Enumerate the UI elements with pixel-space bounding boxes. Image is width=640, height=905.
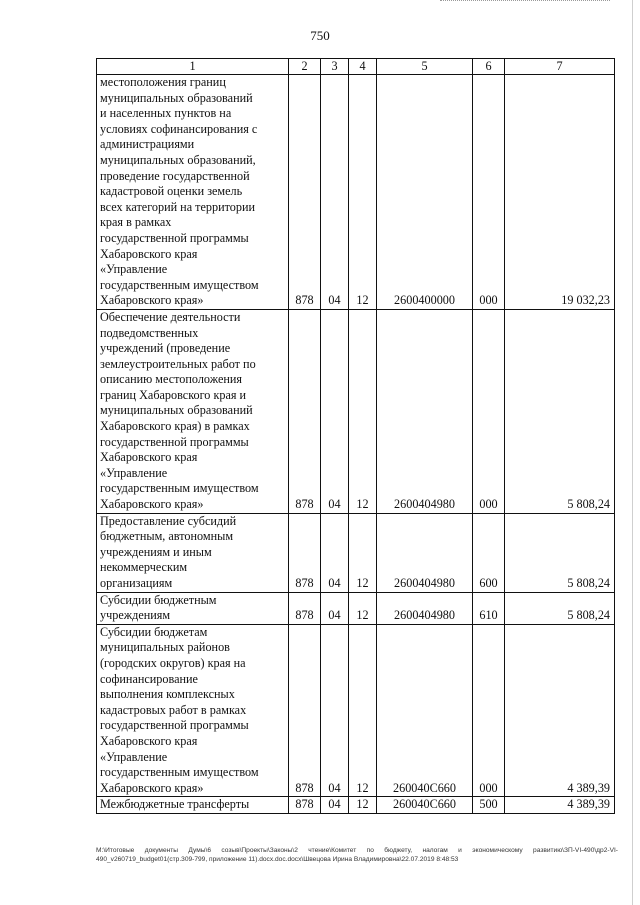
row-name-line: Хабаровского края» (100, 780, 204, 795)
page-edge-line (632, 0, 633, 905)
row-name-line: подведомственных (100, 325, 199, 340)
cell-c5: 2600400000 (377, 75, 473, 310)
row-name-line: муниципальных образований (100, 403, 253, 418)
row-name-line: кадастровой оценки земель (100, 184, 243, 199)
page-number: 750 (310, 28, 330, 43)
cell-c4: 12 (349, 624, 377, 797)
cell-c7: 5 808,24 (505, 309, 615, 513)
cell-c6: 000 (473, 75, 505, 310)
cell-c5: 2600404980 (377, 513, 473, 592)
cell-c2: 878 (289, 75, 321, 310)
cell-c6: 500 (473, 797, 505, 814)
row-name-line: государственной программы (100, 718, 249, 733)
table-row (97, 75, 615, 310)
row-name-line: всех категорий на территории (100, 199, 255, 214)
row-name-line: (городских округов) края на (100, 655, 246, 670)
row-name-line: Хабаровского края» (100, 293, 204, 308)
row-name-line: Хабаровского края (100, 246, 198, 261)
row-name-cell (97, 309, 289, 513)
header-col-1: 1 (97, 59, 289, 75)
cell-c6: 000 (473, 309, 505, 513)
row-name-line: государственным имуществом (100, 277, 259, 292)
cell-c6: 000 (473, 624, 505, 797)
cell-c3: 04 (321, 513, 349, 592)
cell-c3: 04 (321, 75, 349, 310)
row-name-line: «Управление (100, 262, 168, 277)
cell-c5: 260040С660 (377, 624, 473, 797)
header-col-3: 3 (321, 59, 349, 75)
row-name-line: учреждений (проведение (100, 341, 231, 356)
row-name-line: Субсидии бюджетным (100, 592, 217, 607)
row-name-line: «Управление (100, 465, 168, 480)
cell-c5: 2600404980 (377, 309, 473, 513)
cell-c3: 04 (321, 592, 349, 624)
cell-c5: 260040С660 (377, 797, 473, 814)
cell-c4: 12 (349, 309, 377, 513)
table-row (97, 797, 615, 814)
row-name-cell (97, 513, 289, 592)
row-name-cell (97, 75, 289, 310)
table-header-row (97, 59, 615, 75)
cell-c5: 2600404980 (377, 592, 473, 624)
row-name-line: условиях софинансирования с (100, 121, 258, 136)
cell-c7: 5 808,24 (505, 513, 615, 592)
cell-c2: 878 (289, 309, 321, 513)
row-name-line: границ Хабаровского края и (100, 387, 247, 402)
table-row (97, 309, 615, 513)
header-col-4: 4 (349, 59, 377, 75)
header-col-2: 2 (289, 59, 321, 75)
table-row (97, 592, 615, 624)
row-name-line: землеустроительных работ по (100, 356, 256, 371)
row-name-line: государственным имуществом (100, 765, 259, 780)
row-name-line: кадастровых работ в рамках (100, 702, 247, 717)
row-name-line: проведение государственной (100, 168, 250, 183)
file-path-footer: М:\Итоговые документы Думы\6 созыв\Проекты\Законы\2 чтение\Комитет по бюджету, налогам и экономическому развитию\ЗП-VI-490\др2-VI-490_v260719_budget01(стр.309-799, приложение 11).docx.doc.docx\Швецова Ирина Владимировна\22.07.2019 8:48:53 (96, 847, 618, 863)
row-name-line: учреждениям и иным (100, 544, 212, 559)
row-name-line: государственной программы (100, 434, 249, 449)
header-col-5: 5 (377, 59, 473, 75)
cell-c4: 12 (349, 513, 377, 592)
row-name-cell (97, 797, 289, 814)
row-name-line: бюджетным, автономным (100, 529, 234, 544)
row-name-line: и населенных пунктов на (100, 106, 232, 121)
row-name-line: государственной программы (100, 230, 249, 245)
budget-table (96, 58, 615, 814)
row-name-line: некоммерческим (100, 560, 188, 575)
row-name-line: Обеспечение деятельности (100, 309, 241, 324)
cell-c7: 4 389,39 (505, 624, 615, 797)
row-name-line: Хабаровского края (100, 733, 198, 748)
row-name-line: «Управление (100, 749, 168, 764)
row-name-line: государственным имуществом (100, 481, 259, 496)
row-name-line: описанию местоположения (100, 372, 243, 387)
row-name-line: софинансирование (100, 671, 198, 686)
cell-c6: 610 (473, 592, 505, 624)
cell-c7: 19 032,23 (505, 75, 615, 310)
cell-c2: 878 (289, 592, 321, 624)
table-row (97, 624, 615, 797)
cell-c4: 12 (349, 75, 377, 310)
row-name-line: администрациями (100, 137, 195, 152)
row-name-line: Хабаровского края (100, 450, 198, 465)
cell-c2: 878 (289, 513, 321, 592)
header-col-7: 7 (505, 59, 615, 75)
table-row (97, 513, 615, 592)
row-name-line: местоположения границ (100, 75, 226, 89)
header-col-6: 6 (473, 59, 505, 75)
row-name-line: муниципальных районов (100, 640, 230, 655)
row-name-line: организациям (100, 576, 173, 590)
row-name-line: Хабаровского края» (100, 497, 204, 512)
row-name-line: Хабаровского края) в рамках (100, 419, 250, 434)
cell-c2: 878 (289, 624, 321, 797)
row-name-line: края в рамках (100, 215, 172, 230)
cell-c2: 878 (289, 797, 321, 814)
row-name-line: муниципальных образований, (100, 152, 256, 167)
cell-c7: 5 808,24 (505, 592, 615, 624)
row-name-cell (97, 624, 289, 797)
row-name-line: муниципальных образований (100, 90, 253, 105)
row-name-line: Субсидии бюджетам (100, 624, 208, 639)
cell-c3: 04 (321, 309, 349, 513)
row-name-line: учреждениям (100, 608, 171, 623)
cell-c3: 04 (321, 624, 349, 797)
row-name-line: Межбюджетные трансферты (100, 797, 250, 812)
cell-c7: 4 389,39 (505, 797, 615, 814)
cell-c4: 12 (349, 592, 377, 624)
cell-c3: 04 (321, 797, 349, 814)
scan-top-marks (440, 0, 610, 5)
row-name-line: Предоставление субсидий (100, 513, 237, 528)
row-name-cell (97, 592, 289, 624)
cell-c6: 600 (473, 513, 505, 592)
cell-c4: 12 (349, 797, 377, 814)
table-body (97, 59, 615, 814)
row-name-line: выполнения комплексных (100, 687, 235, 702)
